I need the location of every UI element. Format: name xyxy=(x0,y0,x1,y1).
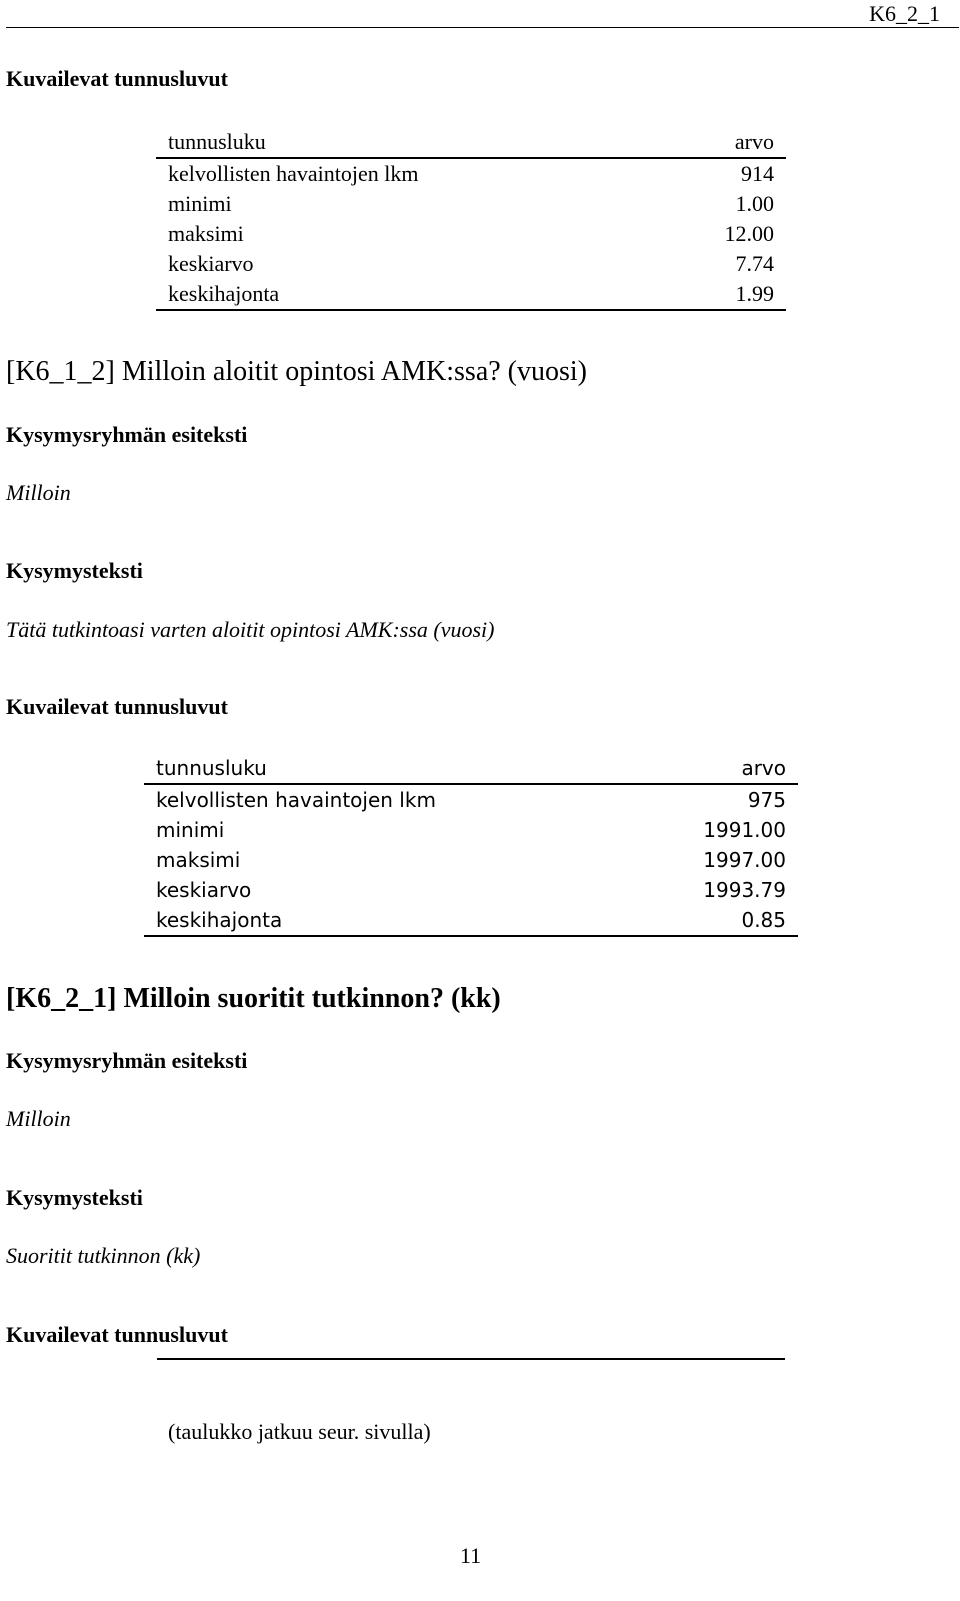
row-label: keskihajonta xyxy=(156,279,653,310)
group-text: Milloin xyxy=(6,1106,71,1131)
column-header-tunnusluku: tunnusluku xyxy=(156,127,653,158)
row-value: 1.99 xyxy=(653,279,786,310)
row-label: keskiarvo xyxy=(168,251,254,276)
column-header-tunnusluku: tunnusluku xyxy=(144,753,628,784)
table-header-row xyxy=(144,753,798,784)
table-row xyxy=(156,189,786,219)
row-label: minimi xyxy=(156,818,225,842)
row-value: 1991.00 xyxy=(703,818,786,842)
table-row xyxy=(144,784,798,815)
question-text: Tätä tutkintoasi varten aloitit opintosi AMK:ssa (vuosi) xyxy=(6,617,495,642)
question-heading: Kysymysteksti xyxy=(6,1185,143,1210)
row-label: maksimi xyxy=(156,848,241,872)
question-title-k6-2-1 xyxy=(6,983,501,1015)
table-row xyxy=(144,845,798,875)
table-row xyxy=(156,158,786,189)
table-top-rule xyxy=(157,1358,785,1360)
row-label: kelvollisten havaintojen lkm xyxy=(168,161,419,186)
row-value: 0.85 xyxy=(628,905,798,936)
table-row xyxy=(156,219,786,249)
row-label: maksimi xyxy=(168,221,244,246)
table-row xyxy=(144,905,798,936)
row-label: minimi xyxy=(168,191,232,216)
row-value: 12.00 xyxy=(724,221,774,246)
table-row xyxy=(144,815,798,845)
column-header-arvo: arvo xyxy=(653,127,786,158)
table-continued-note: (taulukko jatkuu seur. sivulla) xyxy=(168,1419,431,1444)
stats-table-2 xyxy=(144,753,798,937)
row-value: 1997.00 xyxy=(703,848,786,872)
table-row xyxy=(144,875,798,905)
table-row xyxy=(156,249,786,279)
row-value: 975 xyxy=(747,788,786,812)
page-header: K6_2_1 xyxy=(869,1,940,26)
stats-table-1 xyxy=(156,127,786,311)
table-header-row xyxy=(156,127,786,158)
question-title-text: Milloin aloitit opintosi AMK:ssa? (vuosi) xyxy=(121,356,587,387)
column-header-arvo: arvo xyxy=(628,753,798,784)
group-heading: Kysymysryhmän esiteksti xyxy=(6,1048,248,1073)
header-rule xyxy=(6,27,959,28)
row-value: 914 xyxy=(741,161,774,186)
row-value: 7.74 xyxy=(735,251,774,276)
question-text: Suoritit tutkinnon (kk) xyxy=(6,1243,201,1268)
question-title-text: Milloin suoritit tutkinnon? (kk) xyxy=(123,983,501,1014)
stats-heading-3: Kuvailevat tunnusluvut xyxy=(6,1322,228,1347)
row-value: 1.00 xyxy=(735,191,774,216)
row-label: kelvollisten havaintojen lkm xyxy=(156,788,436,812)
stats-heading-2: Kuvailevat tunnusluvut xyxy=(6,694,228,719)
stats-heading-1: Kuvailevat tunnusluvut xyxy=(6,66,228,91)
question-title-k6-1-2 xyxy=(6,356,587,388)
row-value: 1993.79 xyxy=(703,878,786,902)
table-row xyxy=(156,279,786,310)
page-number: 11 xyxy=(460,1543,482,1568)
row-label: keskiarvo xyxy=(156,878,252,902)
group-text: Milloin xyxy=(6,480,71,505)
question-code: [K6_2_1] xyxy=(6,983,117,1014)
row-label: keskihajonta xyxy=(144,905,628,936)
question-code: [K6_1_2] xyxy=(6,356,115,387)
group-heading: Kysymysryhmän esiteksti xyxy=(6,422,248,447)
question-heading: Kysymysteksti xyxy=(6,558,143,583)
